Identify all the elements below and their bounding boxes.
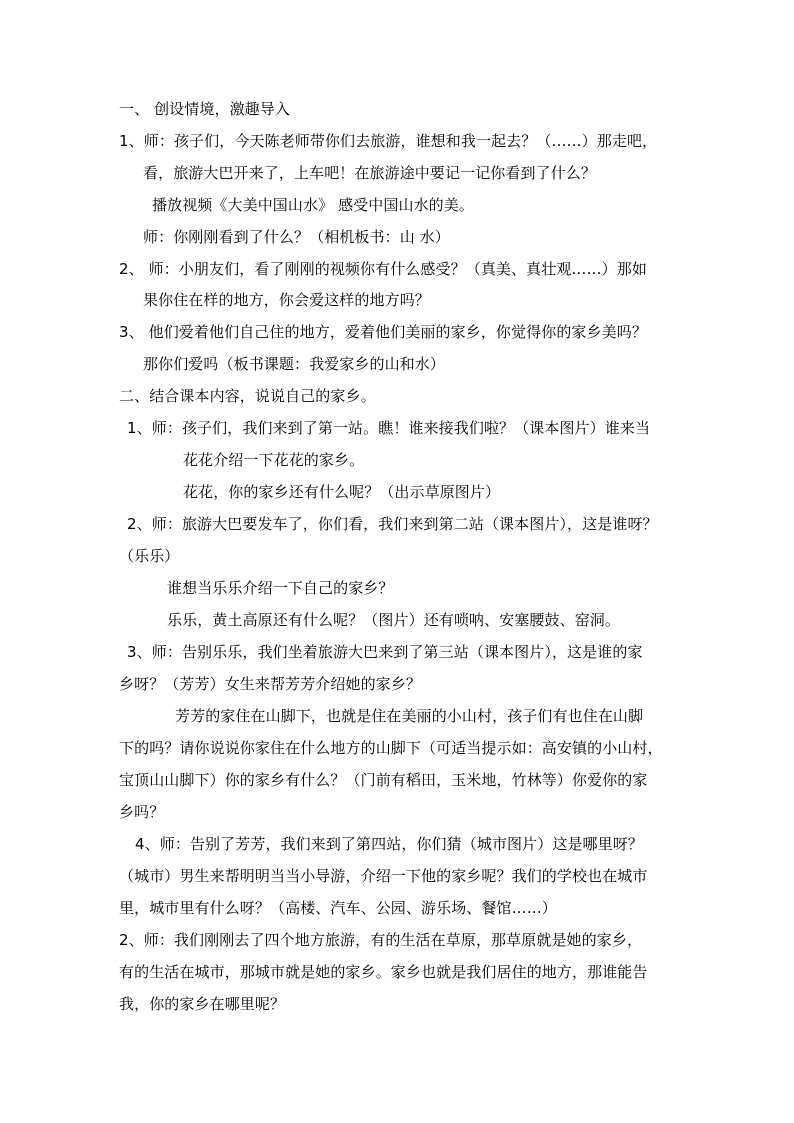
paragraph-line: 2、 师：小朋友们，看了刚刚的视频你有什么感受？（真美、真壮观……）那如	[119, 260, 647, 278]
paragraph-line: 3、师：告别乐乐，我们坐着旅游大巴来到了第三站（课本图片），这是谁的家	[127, 643, 643, 661]
paragraph-line: 乐乐，黄土高原还有什么呢？（图片）还有唢呐、安塞腰鼓、窑洞。	[167, 611, 621, 629]
paragraph-line: 乡呀？（芳芳）女生来帮芳芳介绍她的家乡？	[119, 675, 422, 693]
paragraph-line: 那你们爱吗（板书课题：我爱家乡的山和水）	[143, 355, 446, 373]
paragraph-line: 宝顶山山脚下）你的家乡有什么？（门前有稻田，玉米地，竹林等）你爱你的家	[119, 771, 648, 789]
paragraph-line: 2、师：旅游大巴要发车了，你们看，我们来到第二站（课本图片），这是谁呀？	[127, 515, 658, 533]
paragraph-line: 2、师：我们刚刚去了四个地方旅游，有的生活在草原，那草原就是她的家乡，	[119, 931, 643, 949]
paragraph-line: 3、 他们爱着他们自己住的地方，爱着他们美丽的家乡，你觉得你的家乡美吗？	[119, 323, 647, 341]
paragraph-line: 4、师：告别了芳芳，我们来到了第四站，你们猜（城市图片）这是哪里呀？	[135, 835, 643, 853]
paragraph-line: 乡吗？	[119, 803, 165, 821]
paragraph-line: 花花介绍一下花花的家乡。	[183, 451, 365, 469]
paragraph-line: 谁想当乐乐介绍一下自己的家乡？	[167, 579, 394, 597]
paragraph-line: 1、师：孩子们，今天陈老师带你们去旅游，谁想和我一起去？（……）那走吧，	[119, 132, 658, 150]
paragraph-line: 播放视频《大美中国山水》 感受中国山水的美。	[152, 196, 474, 214]
paragraph-line: 看，旅游大巴开来了，上车吧！在旅游途中要记一记你看到了什么？	[143, 164, 597, 182]
paragraph-line: （城市）男生来帮明明当当小导游，介绍一下他的家乡呢？我们的学校也在城市	[119, 867, 648, 885]
paragraph-line: 芳芳的家住在山脚下，也就是住在美丽的小山村，孩子们有也住在山脚	[175, 707, 644, 725]
paragraph-line: 我，你的家乡在哪里呢？	[119, 995, 286, 1013]
section-heading-2: 二、结合课本内容，说说自己的家乡。	[119, 387, 376, 405]
paragraph-line: 1、师：孩子们，我们来到了第一站。瞧！谁来接我们啦？（课本图片）谁来当	[127, 419, 651, 437]
section-heading-1: 一、 创设情境，激趣导入	[119, 100, 290, 118]
paragraph-line: 花花，你的家乡还有什么呢？（出示草原图片）	[183, 483, 501, 501]
paragraph-line: 师：你刚刚看到了什么？（相机板书：山 水）	[143, 228, 450, 246]
paragraph-line: （乐乐）	[119, 547, 180, 565]
paragraph-line: 有的生活在城市，那城市就是她的家乡。家乡也就是我们居住的地方，那谁能告	[119, 963, 648, 981]
paragraph-line: 果你住在样的地方，你会爱这样的地方吗？	[143, 291, 430, 309]
paragraph-line: 里，城市里有什么呀？（高楼、汽车、公园、游乐场、餐馆……）	[119, 899, 557, 917]
paragraph-line: 下的吗？请你说说你家住在什么地方的山脚下（可适当提示如：高安镇的小山村，	[119, 739, 663, 757]
